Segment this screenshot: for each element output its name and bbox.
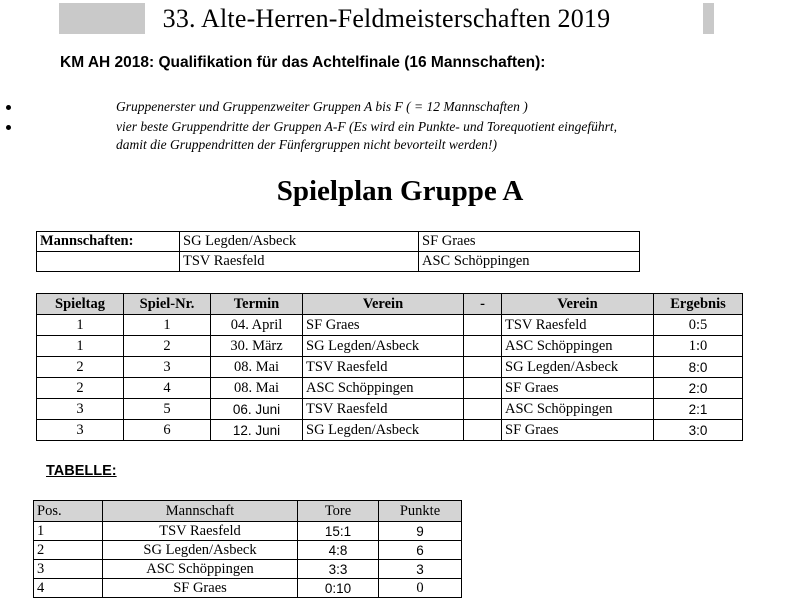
qualification-heading: KM AH 2018: Qualifikation für das Achtelfinale (16 Mannschaften):: [60, 54, 546, 71]
result-cell: 8:0: [654, 357, 743, 378]
standings-heading: TABELLE:: [46, 463, 117, 479]
table-row: [34, 579, 462, 598]
result-cell: 3:0: [654, 420, 743, 441]
col-verein-home: Verein: [303, 294, 464, 315]
team-cell: SG Legden/Asbeck: [180, 232, 419, 252]
home-team-cell: SG Legden/Asbeck: [303, 336, 464, 357]
dash-cell: [464, 399, 502, 420]
spiel-nr-cell: 3: [124, 357, 211, 378]
team-cell: TSV Raesfeld: [180, 252, 419, 272]
spieltag-cell: 2: [37, 378, 124, 399]
teams-label: Mannschaften:: [37, 232, 180, 252]
dash-cell: [464, 378, 502, 399]
home-team-cell: TSV Raesfeld: [303, 357, 464, 378]
table-row: [34, 560, 462, 579]
col-mannschaft: Mannschaft: [103, 501, 298, 522]
spieltag-cell: 3: [37, 420, 124, 441]
goals-cell: 4:8: [298, 541, 379, 560]
points-cell: 0: [379, 579, 462, 598]
table-row: [37, 378, 743, 399]
col-pos: Pos.: [34, 501, 103, 522]
dash-cell: [464, 420, 502, 441]
table-row: [37, 399, 743, 420]
bullet-text-1: Gruppenerster und Gruppenzweiter Gruppen A bis F ( = 12 Mannschaften ): [116, 99, 528, 114]
col-tore: Tore: [298, 501, 379, 522]
team-cell: SG Legden/Asbeck: [103, 541, 298, 560]
col-dash: -: [464, 294, 502, 315]
page-title: 33. Alte-Herren-Feldmeisterschaften 2019: [162, 4, 611, 33]
pos-cell: 3: [34, 560, 103, 579]
table-row: [37, 315, 743, 336]
result-cell: 1:0: [654, 336, 743, 357]
bullet-dot-icon: [6, 125, 11, 130]
standings-header-row: [34, 501, 462, 522]
away-team-cell: ASC Schöppingen: [502, 399, 654, 420]
dash-cell: [464, 336, 502, 357]
pos-cell: 4: [34, 579, 103, 598]
goals-cell: 3:3: [298, 560, 379, 579]
table-row: [37, 420, 743, 441]
away-team-cell: SF Graes: [502, 420, 654, 441]
spiel-nr-cell: 4: [124, 378, 211, 399]
table-row: [34, 541, 462, 560]
termin-cell: 06. Juni: [211, 399, 303, 420]
pos-cell: 1: [34, 522, 103, 541]
spieltag-cell: 3: [37, 399, 124, 420]
spiel-nr-cell: 1: [124, 315, 211, 336]
col-verein-away: Verein: [502, 294, 654, 315]
goals-cell: 0:10: [298, 579, 379, 598]
termin-cell: 30. März: [211, 336, 303, 357]
schedule-header-row: [37, 294, 743, 315]
spiel-nr-cell: 6: [124, 420, 211, 441]
standings-table: [33, 500, 462, 598]
table-row: [37, 336, 743, 357]
schedule-table: [36, 293, 743, 441]
bullet-text-2: vier beste Gruppendritte der Gruppen A-F (Es wird ein Punkte- und Torequotient eingeführt,: [116, 119, 618, 134]
points-cell: 6: [379, 541, 462, 560]
bullet-dot-icon: [6, 105, 11, 110]
away-team-cell: SF Graes: [502, 378, 654, 399]
termin-cell: 04. April: [211, 315, 303, 336]
spiel-nr-cell: 2: [124, 336, 211, 357]
col-punkte: Punkte: [379, 501, 462, 522]
away-team-cell: ASC Schöppingen: [502, 336, 654, 357]
termin-cell: 08. Mai: [211, 357, 303, 378]
home-team-cell: SF Graes: [303, 315, 464, 336]
spiel-nr-cell: 5: [124, 399, 211, 420]
result-cell: 2:1: [654, 399, 743, 420]
schedule-heading: Spielplan Gruppe A: [276, 175, 524, 207]
termin-cell: 08. Mai: [211, 378, 303, 399]
spieltag-cell: 2: [37, 357, 124, 378]
goals-cell: 15:1: [298, 522, 379, 541]
team-cell: TSV Raesfeld: [103, 522, 298, 541]
termin-cell: 12. Juni: [211, 420, 303, 441]
points-cell: 3: [379, 560, 462, 579]
points-cell: 9: [379, 522, 462, 541]
away-team-cell: TSV Raesfeld: [502, 315, 654, 336]
col-spieltag: Spieltag: [37, 294, 124, 315]
home-team-cell: TSV Raesfeld: [303, 399, 464, 420]
spieltag-cell: 1: [37, 336, 124, 357]
table-row: [37, 357, 743, 378]
col-spiel-nr: Spiel-Nr.: [124, 294, 211, 315]
pos-cell: 2: [34, 541, 103, 560]
spieltag-cell: 1: [37, 315, 124, 336]
home-team-cell: SG Legden/Asbeck: [303, 420, 464, 441]
team-cell: SF Graes: [419, 232, 640, 252]
title-banner: [59, 3, 714, 34]
result-cell: 0:5: [654, 315, 743, 336]
col-termin: Termin: [211, 294, 303, 315]
col-ergebnis: Ergebnis: [654, 294, 743, 315]
home-team-cell: ASC Schöppingen: [303, 378, 464, 399]
empty-cell: [37, 252, 180, 272]
result-cell: 2:0: [654, 378, 743, 399]
teams-table: [36, 231, 640, 272]
dash-cell: [464, 315, 502, 336]
team-cell: SF Graes: [103, 579, 298, 598]
team-cell: ASC Schöppingen: [103, 560, 298, 579]
dash-cell: [464, 357, 502, 378]
team-cell: ASC Schöppingen: [419, 252, 640, 272]
bullet-text-2-cont: damit die Gruppendritten der Fünfergruppen nicht bevorteilt werden!): [116, 137, 498, 152]
table-row: [34, 522, 462, 541]
away-team-cell: SG Legden/Asbeck: [502, 357, 654, 378]
